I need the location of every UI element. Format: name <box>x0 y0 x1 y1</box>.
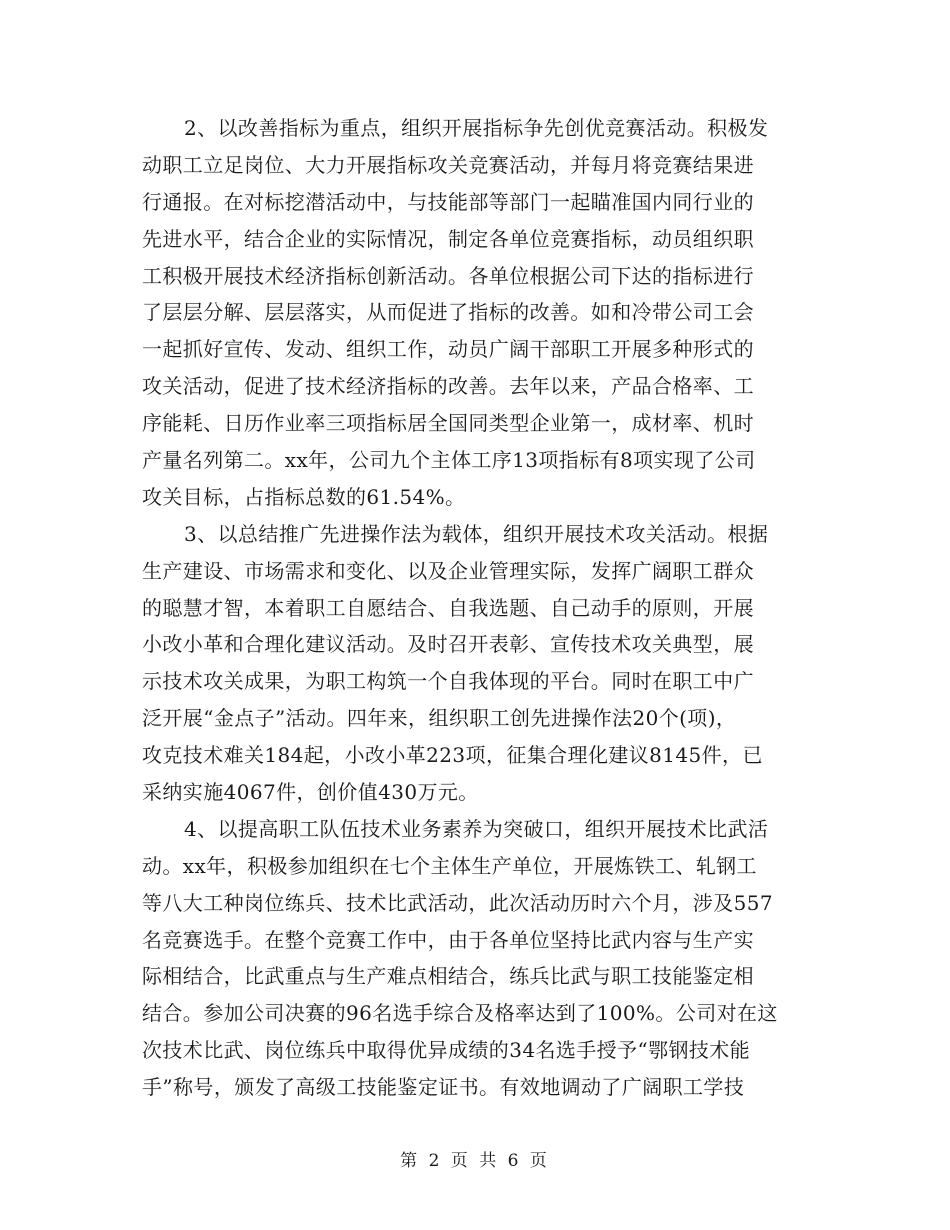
text-line: 次技术比武、岗位练兵中取得优异成绩的34名选手授予“鄂钢技术能 <box>142 1038 751 1063</box>
paragraph-first-line: 2、以改善指标为重点，组织开展指标争先创优竞赛活动。积极发 <box>184 116 769 140</box>
text-line: 生产建设、市场需求和变化、以及企业管理实际，发挥广阔职工群众 <box>142 558 754 583</box>
text-line: 先进水平，结合企业的实际情况，制定各单位竞赛指标，动员组织职 <box>142 226 754 251</box>
text-line: 了层层分解、层层落实，从而促进了指标的改善。如和冷带公司工会 <box>142 300 754 325</box>
page-footer: 第 2 页 共 6 页 <box>400 1151 550 1171</box>
text-line: 手”称号，颁发了高级工技能鉴定证书。有效地调动了广阔职工学技 <box>142 1075 745 1100</box>
text-line: 动。xx年，积极参加组织在七个主体生产单位，开展炼铁工、轧钢工 <box>142 853 757 878</box>
paragraph-first-line: 4、以提高职工队伍技术业务素养为突破口，组织开展技术比武活 <box>184 816 769 841</box>
text-line: 示技术攻关成果，为职工构筑一个自我体现的平台。同时在职工中广 <box>142 669 754 694</box>
text-line: 小改小革和合理化建议活动。及时召开表彰、宣传技术攻关典型，展 <box>142 632 754 657</box>
text-line: 采纳实施4067件，创价值430万元。 <box>142 780 479 805</box>
text-line: 际相结合，比武重点与生产难点相结合，练兵比武与职工技能鉴定相 <box>142 964 754 989</box>
text-line: 攻关目标，占指标总数的61.54%。 <box>142 484 466 509</box>
text-line: 行通报。在对标挖潜活动中，与技能部等部门一起瞄准国内同行业的 <box>142 189 754 214</box>
text-line: 泛开展“金点子”活动。四年来，组织职工创先进操作法20个(项)， <box>142 706 737 731</box>
text-line: 的聪慧才智，本着职工自愿结合、自我选题、自己动手的原则，开展 <box>142 595 754 620</box>
paragraph-first-line: 3、以总结推广先进操作法为载体，组织开展技术攻关活动。根据 <box>184 521 769 546</box>
text-line: 等八大工种岗位练兵、技术比武活动，此次活动历时六个月，涉及557 <box>142 890 773 915</box>
text-line: 动职工立足岗位、大力开展指标攻关竞赛活动，并每月将竞赛结果进 <box>142 152 754 177</box>
text-line: 序能耗、日历作业率三项指标居全国同类型企业第一，成材率、机时 <box>142 411 754 436</box>
text-line: 一起抓好宣传、发动、组织工作，动员广阔干部职工开展多种形式的 <box>142 337 754 362</box>
document-body <box>142 110 810 1106</box>
text-line: 攻克技术难关184起，小改小革223项，征集合理化建议8145件，已 <box>142 743 763 768</box>
text-line: 工积极开展技术经济指标创新活动。各单位根据公司下达的指标进行 <box>142 263 754 288</box>
text-line: 攻关活动，促进了技术经济指标的改善。去年以来，产品合格率、工 <box>142 374 754 399</box>
text-line: 产量名列第二。xx年，公司九个主体工序13项指标有8项实现了公司 <box>142 448 756 473</box>
text-line: 结合。参加公司决赛的96名选手综合及格率达到了100%。公司对在这 <box>142 1001 778 1026</box>
text-line: 名竞赛选手。在整个竞赛工作中，由于各单位坚持比武内容与生产实 <box>142 927 754 952</box>
